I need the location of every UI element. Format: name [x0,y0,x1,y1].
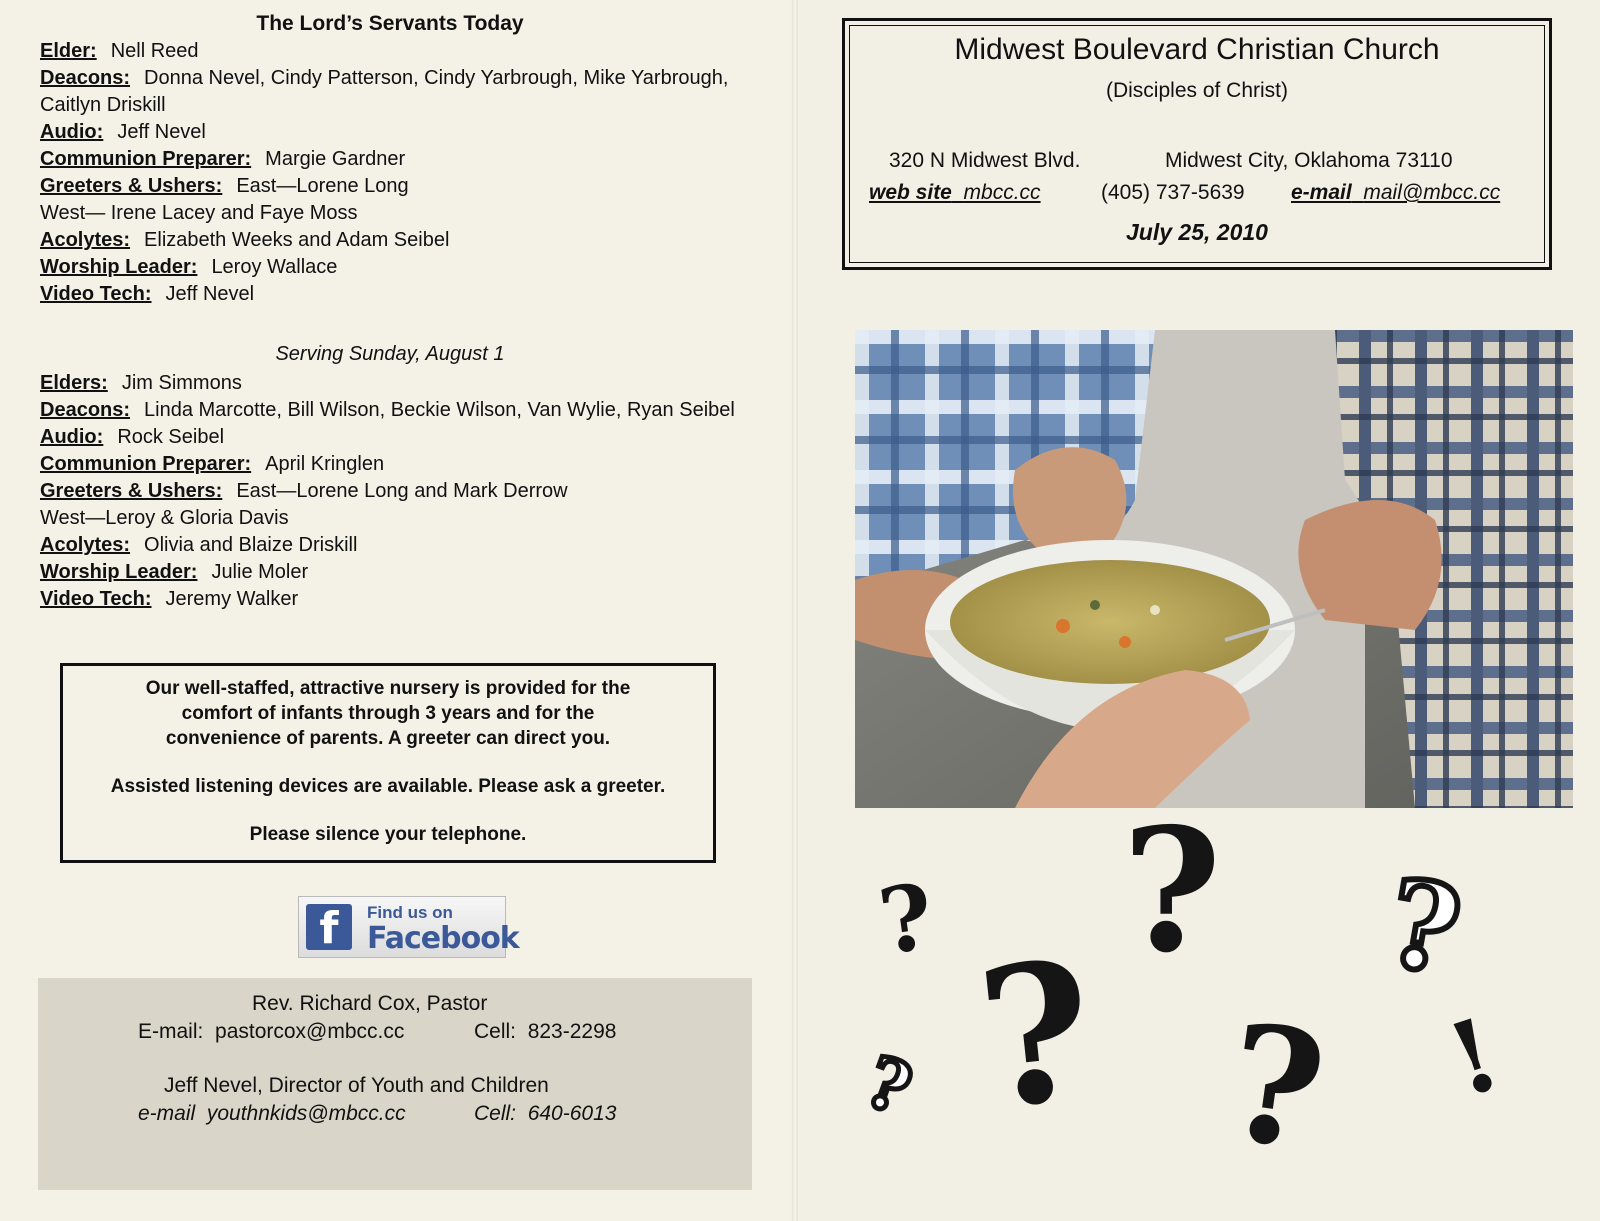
nursery-notice-box [60,663,716,863]
svg-text:?: ? [855,1039,923,1132]
roster-row: Worship Leader: Leroy Wallace [40,256,338,278]
roster-row: Communion Preparer: April Kringlen [40,453,385,475]
roster-row: Elders: Jim Simmons [40,372,242,394]
roster-row: Audio: Jeff Nevel [40,121,206,143]
website-link[interactable]: mbcc.cc [963,181,1041,204]
question-marks-icon [850,800,1570,1200]
youth-cell-line: Cell: 640-6013 [474,1102,617,1125]
facebook-icon: f [306,904,352,950]
facebook-find-text: Find us on [367,903,453,922]
servants-title: The Lord’s Servants Today [256,12,524,35]
roster-row: Greeters & Ushers: East—Lorene Long [40,175,409,197]
email-link[interactable]: mail@mbcc.cc [1363,181,1501,204]
pastor-email[interactable]: pastorcox@mbcc.cc [215,1020,405,1043]
phone-number: (405) 737-5639 [1101,181,1245,204]
pastor-cell-line: Cell: 823-2298 [474,1020,617,1043]
svg-text:?: ? [1122,800,1222,991]
youth-email-line: e-mail youthnkids@mbcc.cc [138,1102,406,1125]
roster-row: West—Leroy & Gloria Davis [40,507,289,529]
page-fold [792,0,798,1221]
facebook-badge[interactable] [298,896,519,958]
roster-row: Communion Preparer: Margie Gardner [40,148,406,170]
svg-text:?: ? [969,918,1104,1152]
bulletin-date: July 25, 2010 [1126,219,1268,245]
roster-row: West— Irene Lacey and Faye Moss [40,202,358,224]
soup-bowl-illustration [855,330,1573,808]
soup-bowl-photo [855,330,1573,808]
roster-row: Acolytes: Elizabeth Weeks and Adam Seibel [40,229,450,251]
servants-today-list [40,38,750,308]
svg-text:?: ? [1216,987,1336,1187]
pastor-email-line: E-mail: pastorcox@mbcc.cc [138,1020,405,1043]
roster-row: Worship Leader: Julie Moler [40,561,309,583]
svg-text:?: ? [1376,851,1471,1004]
email-line[interactable]: e-mail mail@mbcc.cc [1291,181,1501,204]
city-address: Midwest City, Oklahoma 73110 [1165,149,1453,172]
left-page [0,0,790,1221]
church-header-box [842,18,1552,270]
roster-row: Deacons: Linda Marcotte, Bill Wilson, Beckie Wilson, Van Wylie, Ryan Seibel [40,399,735,421]
website-line[interactable]: web site mbcc.cc [869,181,1041,204]
roster-row: Audio: Rock Seibel [40,426,225,448]
roster-row: Greeters & Ushers: East—Lorene Long and Mark Derrow [40,480,568,502]
youth-director-name: Jeff Nevel, Director of Youth and Children [164,1074,549,1097]
pastor-contact-box [38,978,752,1190]
pastor-name: Rev. Richard Cox, Pastor [252,992,488,1015]
facebook-name: Facebook [367,921,519,956]
svg-text:!: ! [1434,994,1514,1121]
street-address: 320 N Midwest Blvd. [889,149,1081,172]
roster-row: Acolytes: Olivia and Blaize Driskill [40,534,358,556]
roster-row: Video Tech: Jeff Nevel [40,283,255,305]
telephone-notice: Please silence your telephone. [249,824,527,845]
serving-heading: Serving Sunday, August 1 [275,343,505,365]
roster-row: Deacons: Donna Nevel, Cindy Patterson, Cindy Yarbrough, Mike Yarbrough, Caitlyn Driskill [40,67,729,116]
svg-text:?: ? [872,863,940,976]
roster-row: Elder: Nell Reed [40,40,199,62]
listening-notice: Assisted listening devices are available. Please ask a greeter. [110,776,666,797]
roster-row: Video Tech: Jeremy Walker [40,588,299,610]
nursery-notice: Our well-staffed, attractive nursery is provided for the comfort of infants through 3 years and for the convenience of parents. A greeter can direct you. [145,678,631,749]
church-name: Midwest Boulevard Christian Church [954,33,1440,66]
serving-list [40,370,750,613]
youth-email[interactable]: youthnkids@mbcc.cc [206,1102,406,1125]
denomination: (Disciples of Christ) [1105,79,1289,102]
